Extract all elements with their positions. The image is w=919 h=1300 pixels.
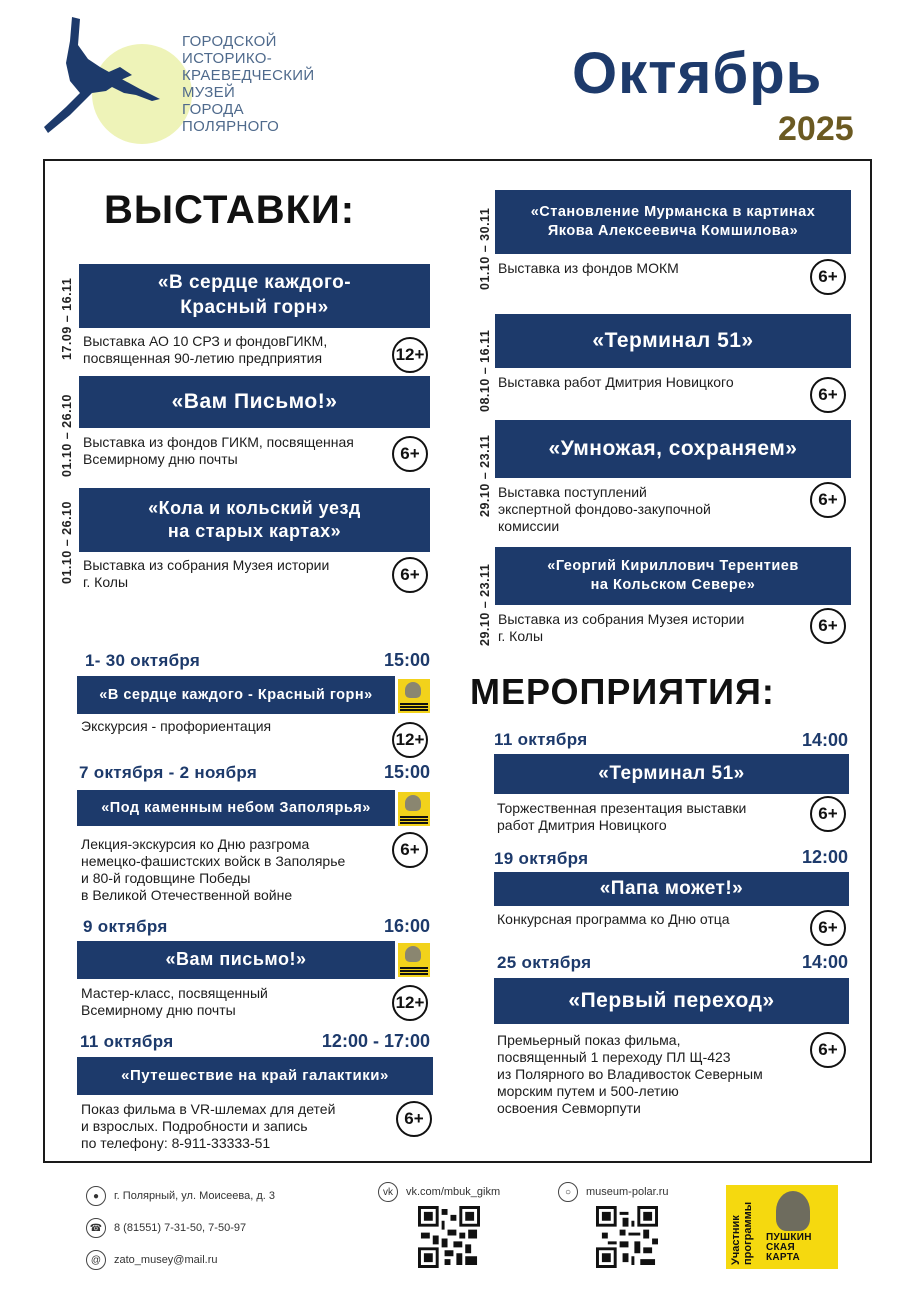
pushkin-side-text: Участник <box>730 1215 742 1265</box>
vk-icon: vk <box>378 1182 398 1202</box>
event-time: 12:00 - 17:00 <box>321 1031 430 1051</box>
museum-name-line: КРАЕВЕДЧЕСКИЙ <box>182 67 315 84</box>
event-title-bar <box>494 978 849 1024</box>
exhibition-description <box>498 611 744 645</box>
desc-line: морским путем и 500-летию <box>497 1083 679 1099</box>
address-text: г. Полярный, ул. Моисеева, д. 3 <box>114 1190 275 1202</box>
exhibition-title-line: на Кольском Севере» <box>590 577 756 593</box>
age-rating-badge: 6+ <box>810 796 846 832</box>
pushkin-card-logo <box>726 1185 838 1269</box>
desc-line: Показ фильма в VR-шлемах для детей <box>81 1101 336 1117</box>
exhibition-dates: 01.10 – 26.10 <box>60 394 74 477</box>
event-title-bar <box>494 872 849 906</box>
desc-line: Выставка из собрания Музея истории <box>83 557 330 573</box>
event-description <box>81 718 271 735</box>
desc-line: немецко-фашистских войск в Заполярье <box>81 853 346 869</box>
desc-line: Экскурсия - профориентация <box>81 718 272 734</box>
museum-name-line: ГОРОДА <box>182 101 244 118</box>
exhibition-description <box>498 260 679 277</box>
event-title: «В сердце каждого - Красный горн» <box>99 686 373 703</box>
age-rating-badge: 6+ <box>810 910 846 946</box>
desc-line: Выставка АО 10 СРЗ и фондовГИКМ, <box>83 333 328 349</box>
event-time: 12:00 <box>801 847 848 867</box>
desc-line: и 80-й годовщине Победы <box>81 870 251 886</box>
desc-line: Выставка поступлений <box>498 484 647 500</box>
age-rating-badge: 6+ <box>810 608 846 644</box>
pushkin-card-text: СКАЯ <box>766 1242 795 1253</box>
desc-line: Всемирному дню почты <box>83 451 238 467</box>
exhibition-dates: 08.10 – 16.11 <box>478 329 492 412</box>
desc-line: Торжественная презентация выставки <box>497 800 747 816</box>
event-date: 9 октября <box>83 917 168 936</box>
desc-line: работ Дмитрия Новицкого <box>497 817 667 833</box>
month-title: Октябрь <box>572 41 823 106</box>
desc-line: Всемирному дню почты <box>81 1002 236 1018</box>
age-rating-badge: 6+ <box>396 1101 432 1137</box>
footer-phone <box>86 1218 246 1238</box>
exhibition-dates: 29.10 – 23.11 <box>478 563 492 646</box>
age-rating-badge: 12+ <box>392 337 428 373</box>
event-title: «Под каменным небом Заполярья» <box>101 799 371 816</box>
event-time: 16:00 <box>383 916 430 936</box>
exhibition-title-bar <box>495 420 851 478</box>
desc-line: посвященная 90-летию предприятия <box>83 350 323 366</box>
exhibition-title-bar <box>495 190 851 254</box>
event-title: «Папа может!» <box>599 877 744 899</box>
event-date: 25 октября <box>497 953 592 972</box>
exhibition-title-line: «Терминал 51» <box>592 329 754 353</box>
site-link[interactable]: museum-polar.ru <box>586 1186 669 1198</box>
desc-line: Выставка из фондов ГИКМ, посвященная <box>83 434 354 450</box>
age-rating-badge: 6+ <box>392 832 428 868</box>
desc-line: Премьерный показ фильма, <box>497 1032 681 1048</box>
event-title: «Вам письмо!» <box>165 949 307 970</box>
desc-line: Выставка из собрания Музея истории <box>498 611 745 627</box>
exhibition-dates: 29.10 – 23.11 <box>478 434 492 517</box>
age-rating-badge: 6+ <box>810 377 846 413</box>
exhibition-title-line: «В сердце каждого- <box>157 272 352 294</box>
event-date: 11 октября <box>80 1032 174 1051</box>
vk-qr-code-icon <box>418 1206 480 1268</box>
exhibition-description <box>83 333 327 367</box>
age-rating-badge: 6+ <box>810 482 846 518</box>
phone-text: 8 (81551) 7-31-50, 7-50-97 <box>114 1222 247 1234</box>
pushkin-card-icon <box>398 679 430 713</box>
age-rating-badge: 6+ <box>810 259 846 295</box>
email-text: zato_musey@mail.ru <box>114 1254 218 1266</box>
desc-line: Конкурсная программа ко Дню отца <box>497 911 730 927</box>
exhibition-title-line: «Георгий Кириллович Терентиев <box>547 558 799 575</box>
event-date: 7 октября - 2 ноября <box>79 763 258 782</box>
exhibitions-title: ВЫСТАВКИ: <box>104 188 356 232</box>
exhibition-title-line: «Умножая, сохраняем» <box>548 437 798 461</box>
year-title: 2025 <box>778 110 854 148</box>
museum-name-line: МУЗЕЙ <box>182 84 236 101</box>
exhibition-title-line: «Вам Письмо!» <box>171 390 338 414</box>
globe-icon: ○ <box>558 1182 578 1202</box>
desc-line: Выставка из фондов МОКМ <box>498 260 679 276</box>
pushkin-card-icon <box>398 792 430 826</box>
exhibition-title-line: на старых картах» <box>167 521 342 541</box>
event-title-bar <box>494 754 849 794</box>
exhibition-description <box>498 484 711 535</box>
exhibition-title-line: «Становление Мурманска в картинах <box>530 204 816 221</box>
event-date: 1- 30 октября <box>85 651 201 670</box>
exhibition-title-line: Красный горн» <box>180 297 329 318</box>
desc-line: из Полярного во Владивосток Северным <box>497 1066 763 1082</box>
age-rating-badge: 12+ <box>392 985 428 1021</box>
event-date: 11 октября <box>494 730 588 749</box>
desc-line: комиссии <box>498 518 560 534</box>
exhibition-title-bar <box>79 264 430 328</box>
event-title-bar <box>77 790 395 826</box>
age-rating-badge: 6+ <box>810 1032 846 1068</box>
footer-address <box>86 1186 275 1206</box>
desc-line: Лекция-экскурсия ко Дню разгрома <box>81 836 310 852</box>
museum-logo-icon <box>40 15 190 145</box>
exhibition-description <box>498 374 734 391</box>
event-title-bar <box>77 1057 433 1095</box>
event-description <box>497 911 730 928</box>
event-title: «Терминал 51» <box>598 762 745 784</box>
event-time: 14:00 <box>801 952 848 972</box>
event-time: 15:00 <box>383 650 430 670</box>
vk-link[interactable]: vk.com/mbuk_gikm <box>406 1186 501 1198</box>
event-description <box>81 836 345 904</box>
event-title: «Путешествие на край галактики» <box>121 1067 389 1085</box>
event-title-bar <box>77 941 395 979</box>
exhibition-dates: 17.09 – 16.11 <box>60 277 74 360</box>
exhibition-title-line: «Кола и кольский уезд <box>148 497 361 518</box>
exhibition-dates: 01.10 – 30.11 <box>478 207 492 290</box>
event-description <box>81 1101 335 1152</box>
desc-line: Мастер-класс, посвященный <box>81 985 268 1001</box>
pushkin-card-text: КАРТА <box>766 1252 801 1263</box>
pushkin-side-text: программы <box>742 1201 754 1265</box>
desc-line: и взрослых. Подробности и запись <box>81 1118 308 1134</box>
exhibition-title-bar <box>495 547 851 605</box>
museum-name-line: ПОЛЯРНОГО <box>182 118 280 135</box>
exhibition-dates: 01.10 – 26.10 <box>60 501 74 584</box>
event-description <box>81 985 268 1019</box>
event-time: 15:00 <box>383 762 430 782</box>
footer-vk <box>378 1182 500 1202</box>
age-rating-badge: 6+ <box>392 557 428 593</box>
age-rating-badge: 6+ <box>392 436 428 472</box>
events-title: МЕРОПРИЯТИЯ: <box>470 671 775 712</box>
event-date: 19 октября <box>494 849 589 868</box>
exhibition-description <box>83 434 354 468</box>
footer-email <box>86 1250 217 1270</box>
at-sign-icon: @ <box>86 1250 106 1270</box>
pushkin-portrait-icon <box>776 1191 810 1231</box>
footer-site <box>558 1182 669 1202</box>
desc-line: Выставка работ Дмитрия Новицкого <box>498 374 734 390</box>
age-rating-badge: 12+ <box>392 722 428 758</box>
event-description <box>497 800 746 834</box>
exhibition-title-line: Якова Алексеевича Комшилова» <box>547 223 799 239</box>
location-pin-icon: ● <box>86 1186 106 1206</box>
event-description <box>497 1032 763 1117</box>
desc-line: освоения Севморпути <box>497 1100 641 1116</box>
phone-icon: ☎ <box>86 1218 106 1238</box>
museum-name-line: ГОРОДСКОЙ <box>182 33 277 50</box>
desc-line: посвященный 1 переходу ПЛ Щ-423 <box>497 1049 731 1065</box>
pushkin-card-icon <box>398 943 430 977</box>
desc-line: г. Колы <box>83 574 129 590</box>
desc-line: г. Колы <box>498 628 544 644</box>
desc-line: экспертной фондово-закупочной <box>498 501 711 517</box>
exhibition-title-bar <box>79 488 430 552</box>
desc-line: по телефону: 8-911-33333-51 <box>81 1135 271 1151</box>
event-time: 14:00 <box>801 730 848 750</box>
exhibition-description <box>83 557 329 591</box>
pushkin-card-text: ПУШКИН <box>766 1232 812 1243</box>
museum-name <box>182 33 314 135</box>
site-qr-code-icon <box>596 1206 658 1268</box>
event-title: «Первый переход» <box>568 989 775 1013</box>
museum-name-line: ИСТОРИКО- <box>182 50 272 67</box>
event-title-bar <box>77 676 395 714</box>
exhibition-title-bar <box>495 314 851 368</box>
desc-line: в Великой Отечественной войне <box>81 887 293 903</box>
exhibition-title-bar <box>79 376 430 428</box>
